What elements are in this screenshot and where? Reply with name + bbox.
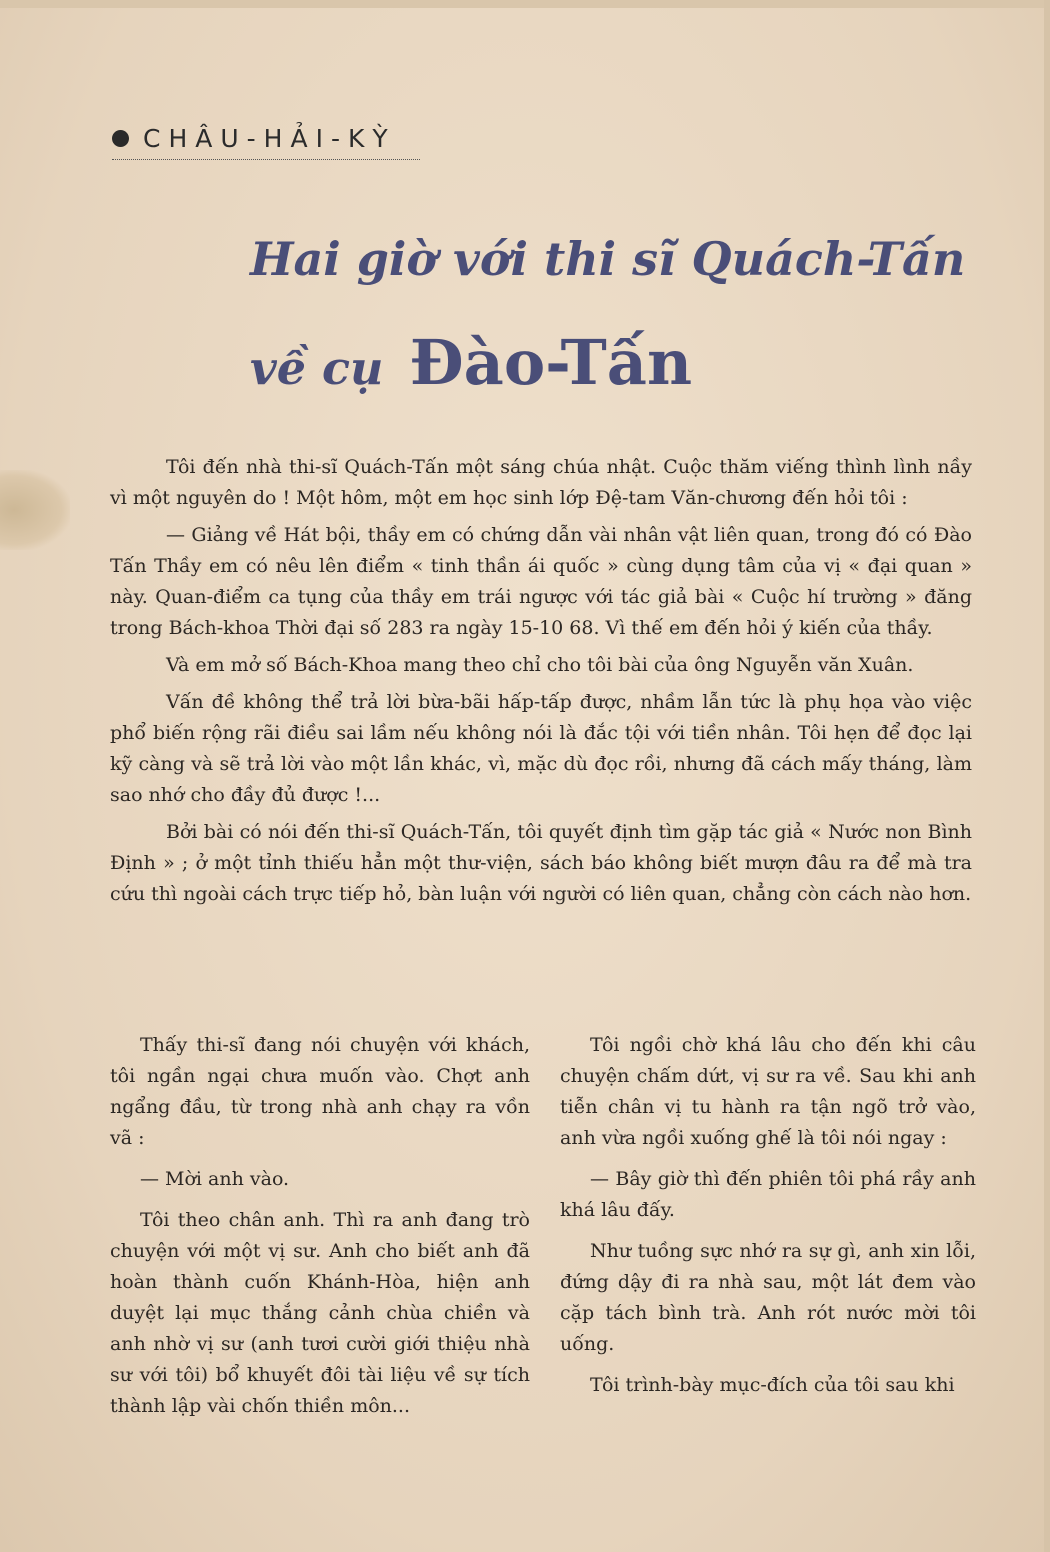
- paper-tear-mark: [0, 470, 70, 550]
- byline: [112, 124, 396, 153]
- paragraph: Tôi ngồi chờ khá lâu cho đến khi câu chuyện chấm dứt, vị sư ra về. Sau khi anh tiễn chân vị tu hành ra tận ngõ trở vào, anh vừa ngồi xuống ghế là tôi nói ngay :: [560, 1034, 976, 1149]
- paper-top-edge: [0, 0, 1050, 8]
- paragraph: Vấn đề không thể trả lời bừa-bãi hấp-tấp được, nhầm lẫn tức là phụ họa vào việc phổ biến rộng rãi điều sai lầm nếu không nói là đắc tội với tiền nhân. Tôi hẹn để đọc lại kỹ càng và sẽ trả lời vào một lần khác, vì, mặc dù đọc rồi, nhưng đã cách mấy tháng, làm sao nhớ cho đầy đủ được !...: [110, 691, 972, 806]
- article-title-name: Đào-Tấn: [409, 326, 693, 399]
- paragraph: — Giảng về Hát bội, thầy em có chứng dẫn vài nhân vật liên quan, trong đó có Đào Tấn Thầy em có nêu lên điểm « tinh thần ái quốc » cùng dụng tâm của vị « đại quan » này. Quan-điểm ca tụng của thầy em trái ngược với tác giả bài « Cuộc hí trường » đăng trong Bách-khoa Thời đại số 283 ra ngày 15-10 68. Vì thế em đến hỏi ý kiến của thầy.: [110, 524, 972, 639]
- article-title-line2: [250, 326, 692, 399]
- paragraph: Như tuồng sực nhớ ra sự gì, anh xin lỗi, đứng dậy đi ra nhà sau, một lát đem vào cặp tách bình trà. Anh rót nước mời tôi uống.: [560, 1240, 976, 1355]
- left-column: [110, 1030, 530, 1432]
- paragraph: Bởi bài có nói đến thi-sĩ Quách-Tấn, tôi quyết định tìm gặp tác giả « Nước non Bình Định » ; ở một tỉnh thiếu hẳn một thư-viện, sách báo không biết mượn đâu ra để mà tra cứu thì ngoài cách trực tiếp hỏ, bàn luận với người có liên quan, chẳng còn cách nào hơn.: [110, 821, 972, 905]
- article-title-prefix: về cụ: [250, 341, 384, 395]
- right-column: [560, 1030, 976, 1411]
- paragraph: Và em mở số Bách-Khoa mang theo chỉ cho tôi bài của ông Nguyễn văn Xuân.: [166, 654, 914, 676]
- paragraph: Tôi theo chân anh. Thì ra anh đang trò chuyện với một vị sư. Anh cho biết anh đã hoàn thành cuốn Khánh-Hòa, hiện anh duyệt lại mục thắng cảnh chùa chiền và anh nhờ vị sư (anh tươi cười giới thiệu nhà sư với tôi) bổ khuyết đôi tài liệu về sự tích thành lập vài chốn thiền môn...: [110, 1209, 530, 1417]
- paragraph: Thấy thi-sĩ đang nói chuyện với khách, tôi ngần ngại chưa muốn vào. Chợt anh ngẩng đầu, từ trong nhà anh chạy ra vồn vã :: [110, 1034, 530, 1149]
- paragraph: — Bây giờ thì đến phiên tôi phá rầy anh khá lâu đấy.: [560, 1168, 976, 1221]
- bullet-icon: [112, 130, 129, 147]
- article-title-line1: Hai giờ với thi sĩ Quách-Tấn: [250, 232, 966, 286]
- paragraph: Tôi trình-bày mục-đích của tôi sau khi: [590, 1374, 955, 1396]
- paragraph: — Mời anh vào.: [140, 1168, 290, 1190]
- byline-divider: [112, 159, 420, 160]
- byline-author: CHÂU-HẢI-KỲ: [143, 124, 396, 153]
- paragraph: Tôi đến nhà thi-sĩ Quách-Tấn một sáng chúa nhật. Cuộc thăm viếng thình lình nầy vì một nguyên do ! Một hôm, một em học sinh lớp Đệ-tam Văn-chương đến hỏi tôi :: [110, 456, 972, 509]
- intro-text: [110, 452, 972, 916]
- paper-right-edge: [1044, 0, 1050, 1552]
